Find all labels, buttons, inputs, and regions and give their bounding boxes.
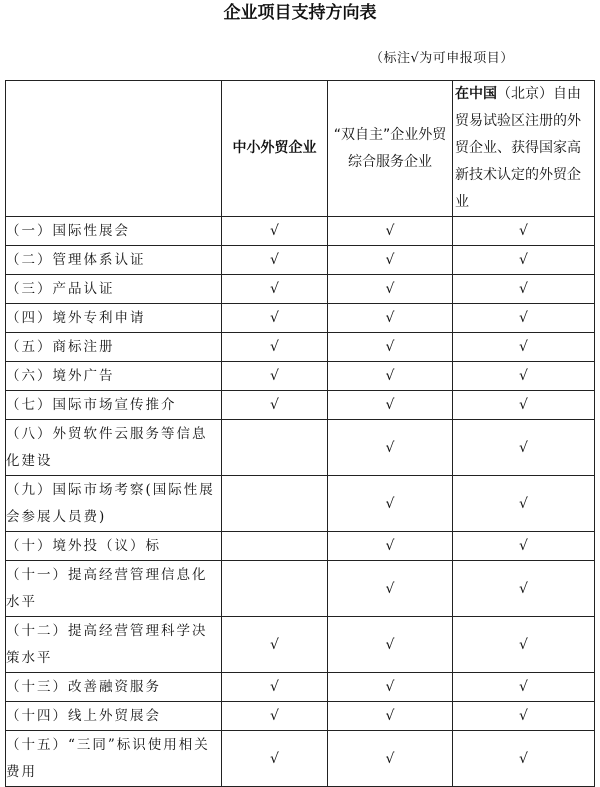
header-item-column [6,81,222,217]
checkmark-icon: √ [270,750,279,767]
check-cell-c1 [222,731,328,787]
checkmark-icon: √ [385,750,395,767]
checkmark-icon: √ [519,439,528,456]
check-cell-c1 [222,362,328,391]
check-cell-c3 [453,217,595,246]
row-label: （九）国际市场考察(国际性展会参展人员费) [6,476,222,532]
checkmark-icon: √ [270,310,279,326]
checkmark-icon: √ [270,223,279,239]
row-label: （三）产品认证 [6,275,222,304]
check-cell-c3 [453,673,595,702]
check-cell-c1 [222,304,328,333]
checkmark-icon: √ [519,538,528,554]
check-cell-c2 [328,673,453,702]
check-cell-c2 [328,617,453,673]
table-row [6,391,595,420]
checkmark-icon: √ [519,310,528,326]
check-cell-c3 [453,391,595,420]
checkmark-icon: √ [270,708,279,724]
support-table [5,80,595,787]
checkmark-icon: √ [270,397,279,413]
table-row [6,333,595,362]
check-cell-c2 [328,391,453,420]
checkmark-icon: √ [385,495,395,512]
table-row [6,476,595,532]
table-row [6,217,595,246]
checkmark-icon: √ [519,679,528,695]
table-row [6,561,595,617]
row-label: （十四）线上外贸展会 [6,702,222,731]
checkmark-icon: √ [385,439,395,456]
check-cell-c3 [453,731,595,787]
checkmark-icon: √ [270,252,279,268]
row-label: （十二）提高经营管理科学决策水平 [6,617,222,673]
check-cell-c3 [453,275,595,304]
table-row [6,702,595,731]
check-cell-c2 [328,561,453,617]
checkmark-icon: √ [385,679,395,695]
check-cell-c2 [328,333,453,362]
check-cell-c1 [222,617,328,673]
check-cell-c1 [222,391,328,420]
check-cell-c2 [328,362,453,391]
check-cell-c2 [328,420,453,476]
checkmark-icon: √ [385,580,395,597]
checkmark-icon: √ [385,636,395,653]
checkmark-icon: √ [519,223,528,239]
check-cell-c3 [453,420,595,476]
check-cell-c3 [453,304,595,333]
check-cell-c1 [222,246,328,275]
check-cell-c1 [222,420,328,476]
checkmark-icon: √ [385,368,395,384]
checkmark-icon: √ [519,252,528,268]
legend-note: （标注√为可申报项目） [370,51,514,66]
checkmark-icon: √ [270,636,279,653]
checkmark-icon: √ [519,708,528,724]
check-cell-c2 [328,275,453,304]
check-cell-c1 [222,476,328,532]
check-cell-c2 [328,304,453,333]
checkmark-icon: √ [519,397,528,413]
header-col3-bold: 在中国 [455,86,497,102]
checkmark-icon: √ [385,708,395,724]
checkmark-icon: √ [519,281,528,297]
checkmark-icon: √ [270,679,279,695]
row-label: （十一）提高经营管理信息化水平 [6,561,222,617]
checkmark-icon: √ [519,368,528,384]
table-header-row [6,81,595,217]
check-cell-c1 [222,673,328,702]
row-label: （四）境外专利申请 [6,304,222,333]
check-cell-c3 [453,702,595,731]
checkmark-icon: √ [519,636,528,653]
checkmark-icon: √ [270,339,279,355]
row-label: （十三）改善融资服务 [6,673,222,702]
check-cell-c3 [453,476,595,532]
check-cell-c3 [453,362,595,391]
checkmark-icon: √ [519,495,528,512]
header-ftz-hightech-enterprise [453,81,595,217]
checkmark-icon: √ [385,252,395,268]
checkmark-icon: √ [519,339,528,355]
table-row [6,532,595,561]
checkmark-icon: √ [519,580,528,597]
checkmark-icon: √ [385,339,395,355]
row-label: （八）外贸软件云服务等信息化建设 [6,420,222,476]
row-label: （十五）“三同”标识使用相关费用 [6,731,222,787]
check-cell-c2 [328,532,453,561]
table-row [6,362,595,391]
check-cell-c3 [453,561,595,617]
checkmark-icon: √ [270,368,279,384]
table-row [6,673,595,702]
check-cell-c1 [222,275,328,304]
check-cell-c3 [453,617,595,673]
check-cell-c1 [222,333,328,362]
check-cell-c3 [453,246,595,275]
row-label: （五）商标注册 [6,333,222,362]
check-cell-c2 [328,476,453,532]
checkmark-icon: √ [270,281,279,297]
header-dual-independent-enterprise: “双自主”企业外贸综合服务企业 [328,81,453,217]
row-label: （十）境外投（议）标 [6,532,222,561]
page-title: 企业项目支持方向表 [223,3,377,23]
checkmark-icon: √ [385,223,395,239]
check-cell-c2 [328,217,453,246]
table-row [6,617,595,673]
checkmark-icon: √ [385,310,395,326]
checkmark-icon: √ [519,750,528,767]
row-label: （二）管理体系认证 [6,246,222,275]
row-label: （七）国际市场宣传推介 [6,391,222,420]
table-row [6,275,595,304]
row-label: （一）国际性展会 [6,217,222,246]
checkmark-icon: √ [385,281,395,297]
check-cell-c1 [222,217,328,246]
table-row [6,246,595,275]
table-row [6,304,595,333]
check-cell-c3 [453,333,595,362]
check-cell-c3 [453,532,595,561]
check-cell-c2 [328,731,453,787]
row-label: （六）境外广告 [6,362,222,391]
checkmark-icon: √ [385,397,395,413]
table-row [6,731,595,787]
checkmark-icon: √ [385,538,395,554]
check-cell-c1 [222,532,328,561]
check-cell-c2 [328,702,453,731]
header-sme-trade-enterprise: 中小外贸企业 [222,81,328,217]
check-cell-c2 [328,246,453,275]
header-col3-rest: （北京）自由贸易试验区注册的外贸企业、获得国家高新技术认定的外贸企业 [455,86,581,210]
check-cell-c1 [222,561,328,617]
check-cell-c1 [222,702,328,731]
table-row [6,420,595,476]
